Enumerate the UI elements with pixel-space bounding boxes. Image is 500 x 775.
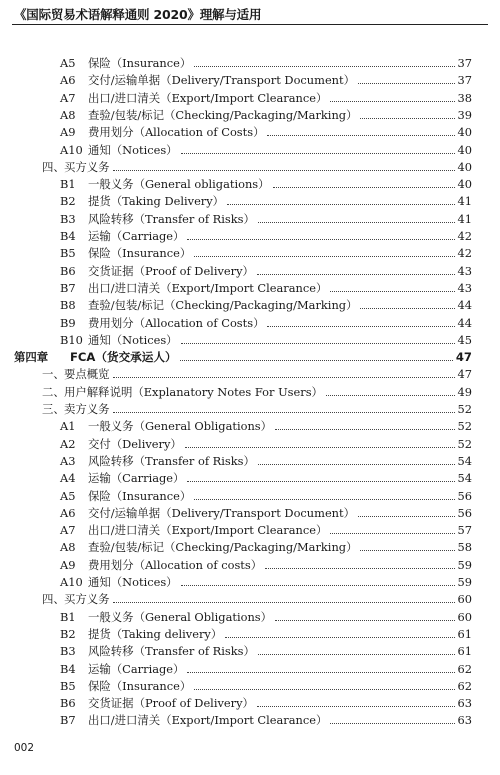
toc-entry-page: 40: [457, 125, 472, 140]
toc-entry-title: 一般义务（General Obligations）: [88, 419, 273, 434]
toc-entry[interactable]: [60, 555, 472, 572]
toc-entry[interactable]: [60, 278, 472, 295]
toc-entry-page: 49: [457, 384, 472, 399]
dot-leader: [187, 481, 454, 482]
toc-entry-page: 60: [457, 609, 472, 624]
toc-entry-code: A9: [60, 125, 76, 140]
toc-entry-code: A10: [60, 575, 83, 589]
toc-entry-page: 42: [457, 246, 472, 261]
dot-leader: [330, 101, 454, 102]
toc-entry-page: 40: [457, 177, 472, 192]
dot-leader: [267, 135, 454, 136]
toc-entry[interactable]: [60, 676, 472, 693]
toc-entry[interactable]: [60, 226, 472, 243]
toc-entry[interactable]: [60, 191, 472, 208]
toc-entry[interactable]: [60, 486, 472, 503]
dot-leader: [258, 222, 455, 223]
toc-entry[interactable]: [60, 520, 472, 537]
toc-entry-page: 38: [457, 90, 472, 105]
dot-leader: [257, 274, 455, 275]
toc-entry[interactable]: [60, 572, 472, 589]
toc-entry-code: A5: [60, 488, 76, 503]
toc-entry-code: 一、: [42, 367, 65, 382]
toc-entry-page: 39: [457, 107, 472, 122]
toc-entry-code: A9: [60, 557, 76, 572]
toc-entry[interactable]: [60, 261, 472, 278]
toc-entry-title: 费用划分（Allocation of Costs）: [88, 125, 265, 140]
toc-entry[interactable]: [42, 589, 472, 606]
toc-entry-title: 要点概览: [64, 367, 110, 382]
toc-entry-page: 47: [455, 350, 472, 365]
toc-entry[interactable]: [60, 140, 472, 157]
toc-entry-title: 一般义务（General Obligations）: [88, 609, 273, 624]
dot-leader: [187, 672, 454, 673]
toc-entry-code: B2: [60, 626, 76, 641]
toc-entry-title: 查验/包装/标记（Checking/Packaging/Marking）: [88, 540, 358, 555]
toc-entry[interactable]: [60, 53, 472, 70]
toc-entry[interactable]: [42, 382, 472, 399]
toc-entry-title: 运输（Carriage）: [88, 229, 185, 243]
toc-entry-title: 买方义务: [64, 592, 110, 607]
toc-entry-code: A3: [60, 453, 76, 468]
toc-entry-page: 44: [457, 298, 472, 313]
toc-entry-title: 保险（Insurance）: [88, 678, 192, 693]
toc-entry-code: A5: [60, 56, 76, 70]
dot-leader: [185, 447, 455, 448]
toc-entry-title: 通知（Notices）: [88, 142, 178, 157]
toc-entry-code: B4: [60, 229, 76, 243]
toc-entry-code: 二、: [42, 384, 65, 399]
dot-leader: [194, 499, 454, 500]
toc-entry-page: 63: [457, 696, 472, 711]
toc-entry[interactable]: [42, 399, 472, 416]
toc-entry-title: 用户解释说明（Explanatory Notes For Users）: [64, 384, 323, 399]
toc-entry-code: A6: [60, 505, 76, 520]
toc-entry[interactable]: [60, 710, 472, 727]
toc-entry-code: 三、: [42, 402, 65, 416]
toc-entry-code: A2: [60, 436, 76, 451]
toc-entry-title: 交付（Delivery）: [88, 436, 182, 451]
toc-entry-title: 费用划分（Allocation of Costs）: [88, 315, 265, 330]
dot-leader: [275, 620, 454, 621]
toc-entry-code: B5: [60, 678, 76, 693]
toc-entry-page: 45: [457, 332, 472, 347]
toc-entry-page: 41: [457, 211, 472, 226]
running-head: 《国际贸易术语解释通则 2020》理解与适用: [14, 7, 262, 22]
toc-entry-page: 62: [457, 678, 472, 693]
header-rule: [12, 24, 488, 25]
toc-entry-page: 42: [457, 229, 472, 243]
toc-entry[interactable]: [60, 105, 472, 122]
toc-entry[interactable]: [60, 122, 472, 139]
toc-entry-title: 保险（Insurance）: [88, 246, 192, 261]
dot-leader: [113, 377, 455, 378]
toc-entry-page: 47: [457, 367, 472, 382]
toc-entry-title: 保险（Insurance）: [88, 56, 192, 70]
toc-entry-code: A7: [60, 90, 76, 105]
toc-entry[interactable]: [60, 503, 472, 520]
toc-entry-title: 提货（Taking delivery）: [88, 626, 223, 641]
toc-entry-page: 43: [457, 280, 472, 295]
dot-leader: [326, 395, 455, 396]
toc-entry-title: 交货证据（Proof of Delivery）: [88, 696, 254, 711]
toc-entry-title: 风险转移（Transfer of Risks）: [88, 211, 255, 226]
toc-entry[interactable]: [60, 659, 472, 676]
toc-entry[interactable]: [60, 607, 472, 624]
toc-entry[interactable]: [60, 451, 472, 468]
toc-entry-title: 出口/进口清关（Export/Import Clearance）: [88, 523, 328, 538]
toc-entry-code: B7: [60, 280, 76, 295]
toc-entry-code: A10: [60, 142, 83, 157]
dot-leader: [181, 585, 455, 586]
toc-entry-code: B7: [60, 713, 76, 728]
dot-leader: [360, 118, 454, 119]
dot-leader: [258, 654, 455, 655]
toc-entry-title: 买方义务: [64, 159, 110, 174]
toc-entry-page: 40: [457, 159, 472, 174]
dot-leader: [265, 568, 454, 569]
toc-entry-code: B6: [60, 696, 76, 711]
toc-entry[interactable]: [60, 434, 472, 451]
toc-entry-page: 41: [457, 194, 472, 209]
toc-entry[interactable]: [42, 157, 472, 174]
toc-entry[interactable]: [60, 468, 472, 485]
dot-leader: [267, 326, 454, 327]
dot-leader: [258, 464, 455, 465]
toc-entry-title: 运输（Carriage）: [88, 661, 185, 676]
toc-entry[interactable]: [60, 693, 472, 710]
toc-entry-code: A6: [60, 73, 76, 88]
toc-entry-page: 52: [457, 402, 472, 416]
toc-entry-page: 56: [457, 488, 472, 503]
toc-entry-code: B5: [60, 246, 76, 261]
toc-entry[interactable]: [60, 243, 472, 260]
toc-entry-code: B2: [60, 194, 76, 209]
toc-entry-title: 出口/进口清关（Export/Import Clearance）: [88, 280, 328, 295]
toc-entry-title: 交付/运输单据（Delivery/Transport Document）: [88, 73, 355, 88]
dot-leader: [181, 153, 455, 154]
toc-entry-page: 60: [457, 592, 472, 607]
toc-entry-page: 58: [457, 540, 472, 555]
toc-entry-title: 出口/进口清关（Export/Import Clearance）: [88, 90, 328, 105]
toc-entry-page: 43: [457, 263, 472, 278]
toc-entry-title: 出口/进口清关（Export/Import Clearance）: [88, 713, 328, 728]
dot-leader: [113, 602, 455, 603]
toc-entry[interactable]: [42, 364, 472, 381]
toc-entry-title: 风险转移（Transfer of Risks）: [88, 644, 255, 659]
toc-entry-code: 四、: [42, 592, 65, 607]
toc-entry-code: B10: [60, 332, 83, 347]
toc-entry-code: B3: [60, 211, 76, 226]
toc-entry-title: 风险转移（Transfer of Risks）: [88, 453, 255, 468]
toc-entry-code: 第四章: [14, 350, 49, 365]
dot-leader: [360, 308, 454, 309]
toc-entry-code: A1: [60, 419, 76, 434]
toc-entry-title: 通知（Notices）: [88, 575, 178, 589]
toc-entry-title: 查验/包装/标记（Checking/Packaging/Marking）: [88, 107, 358, 122]
toc-entry-title: 提货（Taking Delivery）: [88, 194, 225, 209]
toc-entry-page: 37: [457, 73, 472, 88]
toc-entry[interactable]: [60, 624, 472, 641]
dot-leader: [194, 256, 454, 257]
toc-entry-code: 四、: [42, 159, 65, 174]
dot-leader: [225, 637, 454, 638]
toc-entry[interactable]: [60, 209, 472, 226]
toc-entry-title: 运输（Carriage）: [88, 471, 185, 486]
dot-leader: [330, 723, 454, 724]
toc-entry-page: 61: [457, 644, 472, 659]
toc-entry-page: 57: [457, 523, 472, 538]
dot-leader: [113, 170, 455, 171]
toc-entry[interactable]: [60, 416, 472, 433]
dot-leader: [194, 689, 454, 690]
dot-leader: [358, 516, 455, 517]
dot-leader: [257, 706, 455, 707]
toc-entry-title: 查验/包装/标记（Checking/Packaging/Marking）: [88, 298, 358, 313]
toc-entry-title: 通知（Notices）: [88, 332, 178, 347]
toc-entry-page: 37: [457, 56, 472, 70]
toc-entry[interactable]: [60, 295, 472, 312]
toc-entry-code: B4: [60, 661, 76, 676]
toc-entry[interactable]: [14, 347, 472, 364]
dot-leader: [330, 291, 454, 292]
toc-entry-code: B1: [60, 177, 76, 192]
toc-entry-title: FCA（货交承运人）: [70, 350, 177, 365]
toc-entry-page: 54: [457, 471, 472, 486]
toc-entry-title: 卖方义务: [64, 402, 110, 416]
toc-entry-page: 52: [457, 436, 472, 451]
toc-entry-page: 59: [457, 557, 472, 572]
toc-entry-page: 63: [457, 713, 472, 728]
toc-entry[interactable]: [60, 174, 472, 191]
dot-leader: [330, 533, 454, 534]
toc-entry-code: B9: [60, 315, 76, 330]
toc-entry-title: 保险（Insurance）: [88, 488, 192, 503]
toc-entry[interactable]: [60, 313, 472, 330]
toc-entry[interactable]: [60, 330, 472, 347]
toc-entry-page: 59: [457, 575, 472, 589]
dot-leader: [227, 204, 454, 205]
toc-entry-code: A8: [60, 540, 76, 555]
toc-entry-title: 费用划分（Allocation of costs）: [88, 557, 263, 572]
toc-entry-code: A8: [60, 107, 76, 122]
toc-entry-code: A7: [60, 523, 76, 538]
toc-entry-page: 54: [457, 453, 472, 468]
toc-entry-code: A4: [60, 471, 76, 486]
toc-entry-title: 交货证据（Proof of Delivery）: [88, 263, 254, 278]
page-number: 002: [14, 742, 35, 754]
toc-entry-page: 62: [457, 661, 472, 676]
dot-leader: [113, 412, 455, 413]
dot-leader: [181, 343, 455, 344]
dot-leader: [275, 429, 454, 430]
toc-entry[interactable]: [60, 537, 472, 554]
dot-leader: [358, 83, 455, 84]
toc-entry[interactable]: [60, 70, 472, 87]
toc-entry-title: 交付/运输单据（Delivery/Transport Document）: [88, 505, 355, 520]
dot-leader: [194, 66, 454, 67]
toc-entry-code: B3: [60, 644, 76, 659]
toc-entry[interactable]: [60, 641, 472, 658]
toc-entry-code: B6: [60, 263, 76, 278]
toc-entry-code: B1: [60, 609, 76, 624]
toc-entry-page: 56: [457, 505, 472, 520]
dot-leader: [273, 187, 455, 188]
dot-leader: [187, 239, 454, 240]
dot-leader: [180, 360, 453, 361]
toc-entry[interactable]: [60, 88, 472, 105]
toc-entry-page: 52: [457, 419, 472, 434]
toc-entry-code: B8: [60, 298, 76, 313]
toc-entry-page: 61: [457, 626, 472, 641]
toc-entry-page: 44: [457, 315, 472, 330]
dot-leader: [360, 550, 454, 551]
toc-entry-page: 40: [457, 142, 472, 157]
toc-entry-title: 一般义务（General obligations）: [88, 177, 270, 192]
